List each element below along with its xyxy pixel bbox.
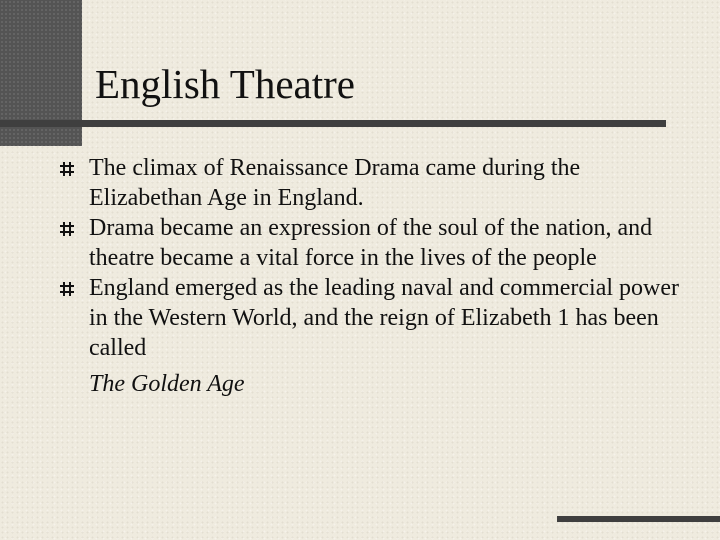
slide-title: English Theatre [95,61,355,107]
hash-bullet-icon [59,161,75,177]
hash-bullet-icon [59,281,75,297]
title-divider [0,120,666,127]
bullet-text: The climax of Renaissance Drama came during the Elizabethan Age in England. [89,155,581,211]
bullet-item [59,213,679,273]
bullet-text: Drama became an expression of the soul of the nation, and theatre became a vital force in the lives of the people [89,215,653,271]
bottom-divider [557,516,720,522]
bullet-item [59,153,679,213]
bullet-item [59,273,679,399]
golden-age-phrase: The Golden Age [89,371,245,397]
bullet-list [59,153,679,399]
bullet-text: England emerged as the leading naval and commercial power in the Western World, and the reign of Elizabeth 1 has been called [89,275,679,361]
hash-bullet-icon [59,221,75,237]
